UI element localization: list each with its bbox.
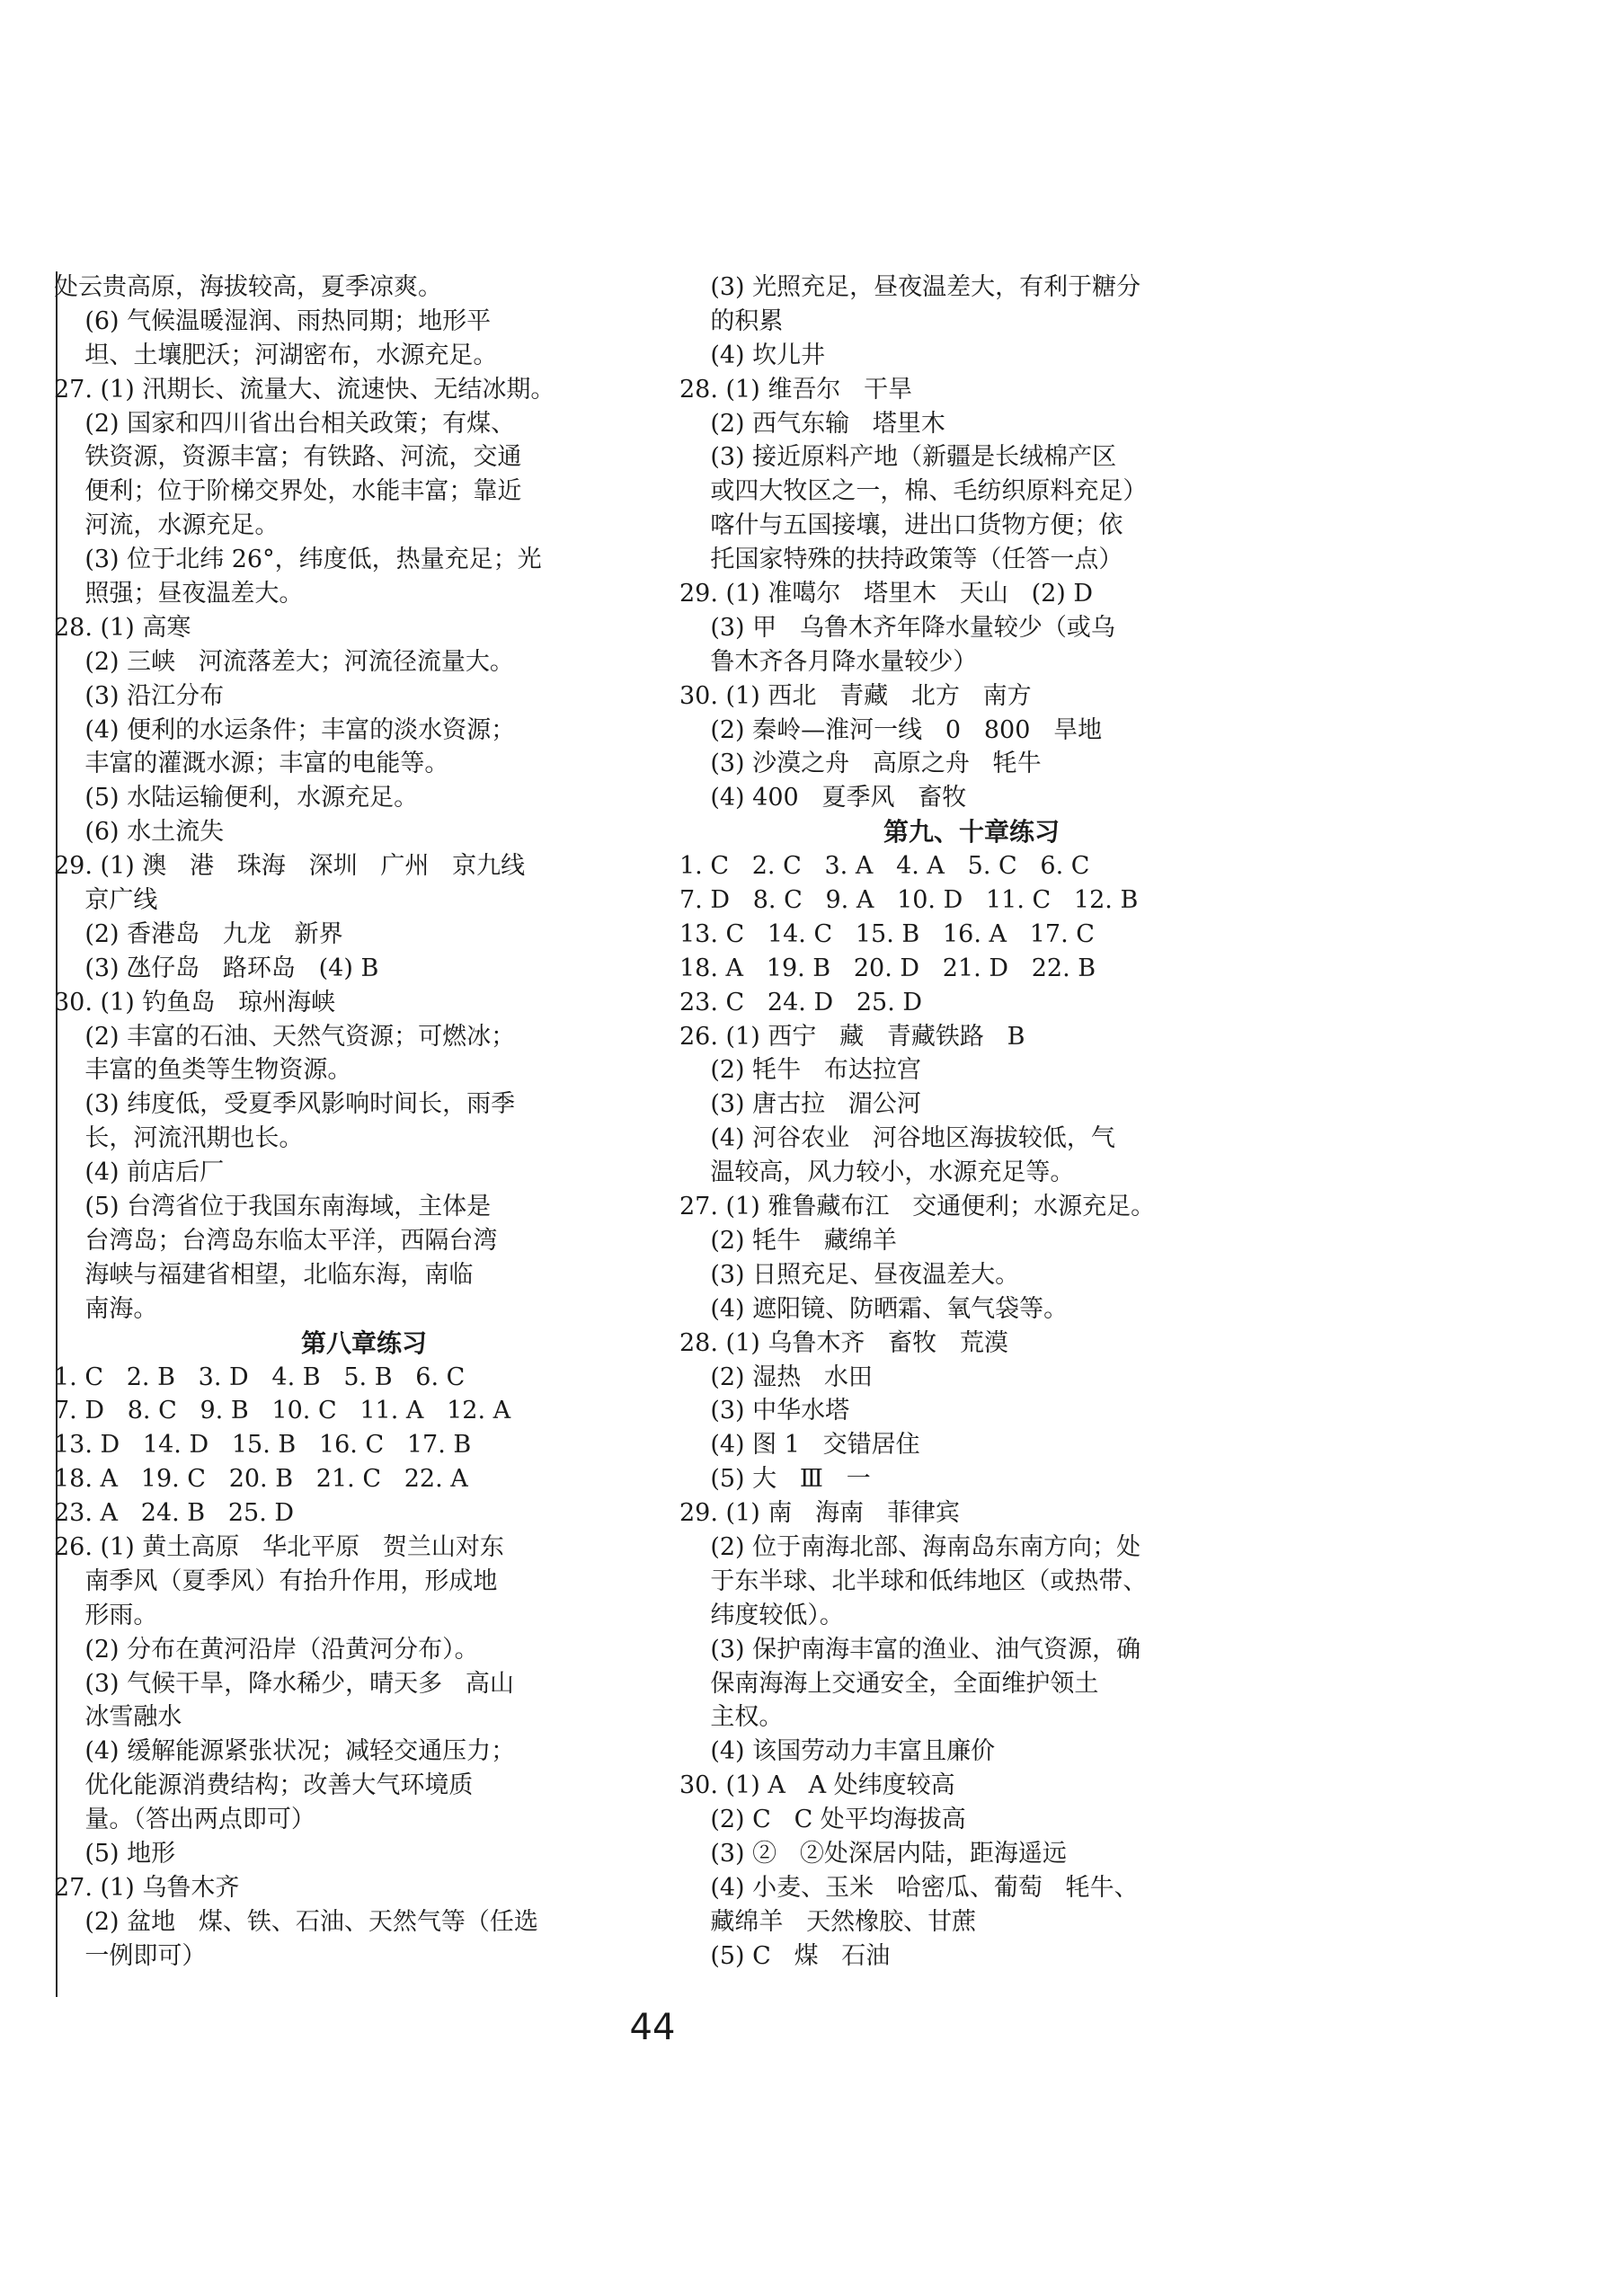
- answer-line: 23. A 24. B 25. D: [54, 1499, 295, 1528]
- answer-line: 优化能源消费结构；改善大气环境质: [54, 1771, 474, 1800]
- left-column: [54, 271, 674, 1974]
- answer-line: 30. (1) 西北 青藏 北方 南方: [679, 681, 1032, 710]
- answer-line: (2) 牦牛 布达拉宫: [679, 1056, 921, 1085]
- answer-line: 29. (1) 澳 港 珠海 深圳 广州 京九线: [54, 852, 526, 881]
- answer-line: 台湾岛；台湾岛东临太平洋，西隔台湾: [54, 1226, 498, 1255]
- answer-line: 28. (1) 乌鲁木齐 畜牧 荒漠: [679, 1328, 1008, 1357]
- answer-line: 南海。: [54, 1294, 158, 1323]
- answer-line: 29. (1) 南 海南 菲律宾: [679, 1499, 960, 1528]
- answer-line: (4) 缓解能源紧张状况；减轻交通压力；: [54, 1737, 516, 1766]
- answer-line: (3) 氹仔岛 路环岛 (4) B: [54, 954, 379, 982]
- answer-line: 河流，水源充足。: [54, 511, 280, 540]
- answer-line: (5) 水陆运输便利，水源充足。: [54, 784, 419, 812]
- answer-line: (3) 光照充足，昼夜温差大，有利于糖分: [679, 273, 1141, 301]
- answer-line: (4) 遮阳镜、防晒霜、氧气袋等。: [679, 1294, 1069, 1323]
- answer-line: 26. (1) 黄土高原 华北平原 贺兰山对东: [54, 1532, 504, 1561]
- answer-line: 7. D 8. C 9. B 10. C 11. A 12. A: [54, 1397, 511, 1425]
- answer-line: (4) 该国劳动力丰富且廉价: [679, 1737, 996, 1766]
- answer-line: 7. D 8. C 9. A 10. D 11. C 12. B: [679, 886, 1139, 915]
- answer-line: 28. (1) 维吾尔 干旱: [679, 375, 913, 404]
- answer-line: 丰富的灌溉水源；丰富的电能等。: [54, 750, 449, 778]
- answer-line: (3) 沙漠之舟 高原之舟 牦牛: [679, 750, 1042, 778]
- answer-line: 一例即可）: [54, 1941, 207, 1970]
- answer-line: 丰富的鱼类等生物资源。: [54, 1056, 352, 1085]
- section-heading: 第八章练习: [300, 1327, 427, 1358]
- answer-line: (2) 秦岭—淮河一线 0 800 旱地: [679, 715, 1103, 744]
- answer-line: (3) 唐古拉 湄公河: [679, 1090, 921, 1119]
- answer-line: (3) 日照充足、昼夜温差大。: [679, 1260, 1020, 1289]
- answer-line: 或四大牧区之一，棉、毛纺织原料充足）: [679, 477, 1148, 506]
- answer-line: 形雨。: [54, 1601, 158, 1629]
- answer-line: (3) 气候干旱，降水稀少，晴天多 高山: [54, 1669, 514, 1698]
- answer-line: 1. C 2. B 3. D 4. B 5. B 6. C: [54, 1362, 466, 1391]
- answer-line: 29. (1) 准噶尔 塔里木 天山 (2) D: [679, 580, 1094, 608]
- answer-line: 坦、土壤肥沃；河湖密布，水源充足。: [54, 341, 498, 369]
- answer-line: 藏绵羊 天然橡胶、甘蔗: [679, 1907, 977, 1936]
- answer-line: (4) 400 夏季风 畜牧: [679, 784, 967, 812]
- answer-line: 铁资源，资源丰富；有铁路、河流，交通: [54, 443, 522, 472]
- answer-line: (4) 小麦、玉米 哈密瓜、葡萄 牦牛、: [679, 1873, 1139, 1902]
- answer-line: 鲁木齐各月降水量较少）: [679, 647, 978, 676]
- answer-line: (2) C C 处平均海拔高: [679, 1806, 966, 1834]
- answer-line: (2) 牦牛 藏绵羊: [679, 1226, 897, 1255]
- answer-line: 23. C 24. D 25. D: [679, 988, 923, 1016]
- answer-line: 18. A 19. C 20. B 21. C 22. A: [54, 1465, 468, 1494]
- answer-line: (2) 西气东输 塔里木: [679, 409, 945, 438]
- answer-line: (5) C 煤 石油: [679, 1941, 891, 1970]
- answer-line: (3) 沿江分布: [54, 681, 225, 710]
- answer-line: (5) 地形: [54, 1839, 176, 1868]
- answer-line: (2) 分布在黄河沿岸（沿黄河分布）。: [54, 1635, 479, 1664]
- answer-line: 1. C 2. C 3. A 4. A 5. C 6. C: [679, 852, 1090, 881]
- answer-line: 13. D 14. D 15. B 16. C 17. B: [54, 1431, 472, 1460]
- answer-line: (2) 三峡 河流落差大；河流径流量大。: [54, 647, 514, 676]
- answer-line: (4) 便利的水运条件；丰富的淡水资源；: [54, 715, 516, 744]
- answer-line: 13. C 14. C 15. B 16. A 17. C: [679, 919, 1095, 948]
- answer-line: 27. (1) 乌鲁木齐: [54, 1873, 240, 1902]
- answer-line: (3) 纬度低，受夏季风影响时间长，雨季: [54, 1090, 516, 1119]
- answer-line: (2) 位于南海北部、海南岛东南方向；处: [679, 1532, 1141, 1561]
- answer-line: (2) 湿热 水田: [679, 1362, 873, 1391]
- answer-line: (4) 图 1 交错居住: [679, 1431, 920, 1460]
- answer-line: (2) 盆地 煤、铁、石油、天然气等（任选: [54, 1907, 538, 1936]
- answer-line: (3) 中华水塔: [679, 1397, 850, 1425]
- answer-line: (2) 国家和四川省出台相关政策；有煤、: [54, 409, 516, 438]
- answer-line: (4) 坎儿井: [679, 341, 826, 369]
- answer-line: 保南海海上交通安全，全面维护领土: [679, 1669, 1099, 1698]
- answer-line: 南季风（夏季风）有抬升作用，形成地: [54, 1567, 498, 1595]
- answer-line: 京广线: [54, 886, 158, 915]
- answer-line: (6) 水土流失: [54, 818, 225, 847]
- answer-line: (3) 甲 乌鲁木齐年降水量较少（或乌: [679, 613, 1115, 642]
- answer-line: 30. (1) A A 处纬度较高: [679, 1771, 955, 1800]
- answer-line: 主权。: [679, 1703, 784, 1732]
- answer-line: 18. A 19. B 20. D 21. D 22. B: [679, 954, 1096, 982]
- answer-line: 长，河流汛期也长。: [54, 1124, 304, 1153]
- answer-line: 照强；昼夜温差大。: [54, 580, 304, 608]
- answer-line: (5) 大 Ⅲ 一: [679, 1465, 871, 1494]
- answer-line: (3) 保护南海丰富的渔业、油气资源，确: [679, 1635, 1141, 1664]
- answer-line: (5) 台湾省位于我国东南海域，主体是: [54, 1193, 492, 1221]
- answer-line: 27. (1) 雅鲁藏布江 交通便利；水源充足。: [679, 1193, 1156, 1221]
- answer-line: (3) 接近原料产地（新疆是长绒棉产区: [679, 443, 1117, 472]
- page-number: 44: [629, 2007, 676, 2048]
- answer-line: 温较高，风力较小，水源充足等。: [679, 1158, 1075, 1187]
- answer-line: 的积累: [679, 306, 784, 335]
- answer-line: 28. (1) 高寒: [54, 613, 191, 642]
- answer-line: 纬度较低）。: [679, 1601, 844, 1629]
- answer-line: (3) ② ②处深居内陆，距海遥远: [679, 1839, 1067, 1868]
- right-column: [679, 271, 1264, 1974]
- answer-line: 喀什与五国接壤，进出口货物方便；依: [679, 511, 1123, 540]
- answer-line: (2) 香港岛 九龙 新界: [54, 919, 343, 948]
- answer-line: 托国家特殊的扶持政策等（任答一点）: [679, 546, 1123, 574]
- answer-line: 冰雪融水: [54, 1703, 182, 1732]
- answer-line: 处云贵高原，海拔较高，夏季凉爽。: [54, 273, 442, 301]
- answer-line: (4) 河谷农业 河谷地区海拔较低，气: [679, 1124, 1115, 1153]
- answer-line: (3) 位于北纬 26°，纬度低，热量充足；光: [54, 546, 542, 574]
- answer-line: 便利；位于阶梯交界处，水能丰富；靠近: [54, 477, 522, 506]
- answer-line: (6) 气候温暖湿润、雨热同期；地形平: [54, 306, 492, 335]
- answer-line: 海峡与福建省相望，北临东海，南临: [54, 1260, 474, 1289]
- answer-line: (2) 丰富的石油、天然气资源；可燃冰；: [54, 1022, 516, 1051]
- answer-line: 27. (1) 汛期长、流量大、流速快、无结冰期。: [54, 375, 555, 404]
- answer-line: 于东半球、北半球和低纬地区（或热带、: [679, 1567, 1148, 1595]
- section-heading: 第九、十章练习: [883, 817, 1060, 848]
- answer-line: (4) 前店后厂: [54, 1158, 225, 1187]
- answer-line: 量。（答出两点即可）: [54, 1806, 315, 1834]
- answer-line: 26. (1) 西宁 藏 青藏铁路 B: [679, 1022, 1025, 1051]
- answer-line: 30. (1) 钓鱼岛 琼州海峡: [54, 988, 336, 1016]
